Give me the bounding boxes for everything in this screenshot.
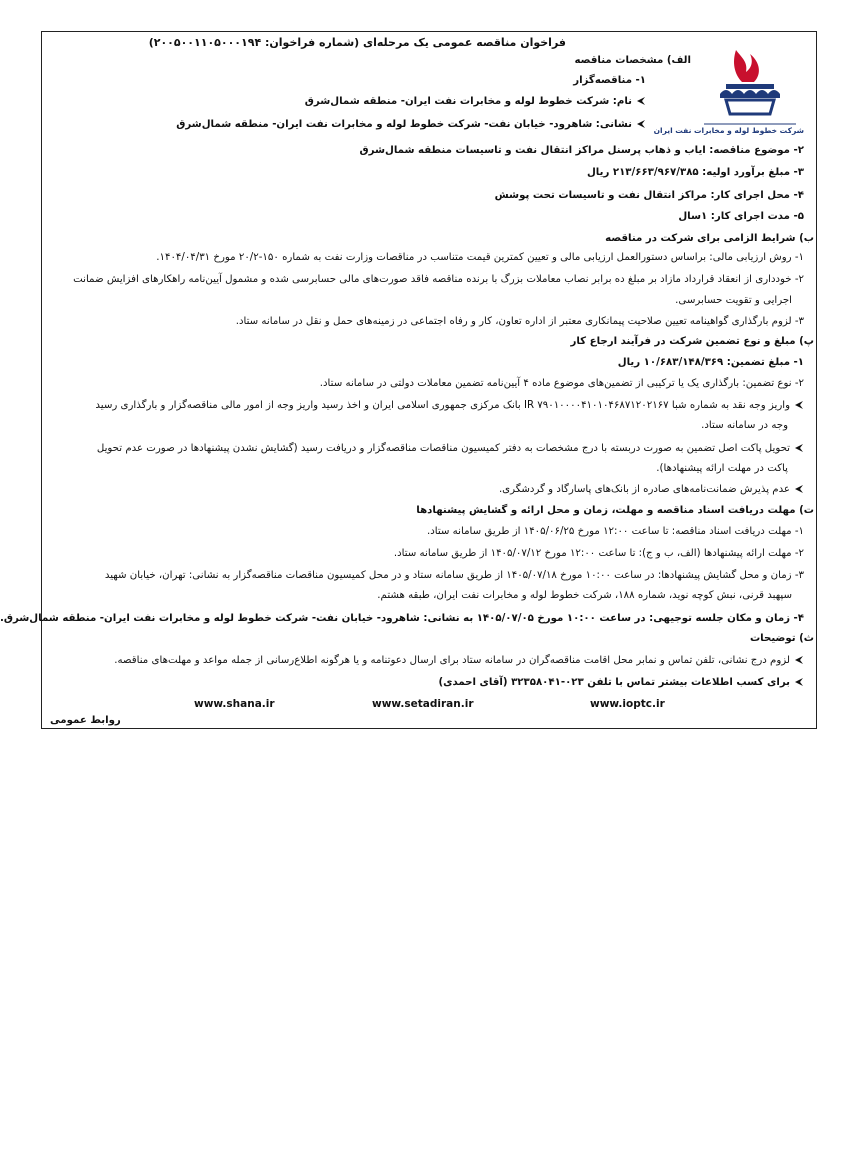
document-deadline: ۱- مهلت دریافت اسناد مناقصه: تا ساعت ۱۲:۰۰ مورخ ۱۴۰۵/۰۶/۲۵ از طریق سامانه ستاد. <box>426 526 804 537</box>
notice-frame <box>0 31 817 729</box>
link-shana[interactable]: www.shana.ir <box>194 698 275 710</box>
notice-title: فراخوان مناقصه عمومی یک مرحله‌ای (شماره فراخوان: ۲۰۰۵۰۰۱۱۰۵۰۰۰۱۹۴) <box>148 36 566 49</box>
guarantee-amount: ۱- مبلغ تضمین: ۱۰/۶۸۳/۱۴۸/۳۶۹ ریال <box>617 357 804 368</box>
logo-caption: شرکت خطوط لوله و مخابرات نفت ایران <box>653 126 804 135</box>
arrow-bullet-icon <box>794 484 804 494</box>
arrow-bullet-icon <box>636 96 646 106</box>
contract-restriction-cont: اجرایی و تقویت حسابرسی. <box>675 295 792 306</box>
footer-links <box>42 698 816 714</box>
link-ioptc[interactable]: www.ioptc.ir <box>590 698 665 710</box>
section-p-heading: پ) مبلغ و نوع تضمین شرکت در فرآیند ارجاع کار <box>570 336 814 347</box>
tender-subject: ۲- موضوع مناقصه: ایاب و ذهاب پرسنل مراکز انتقال نفت و تاسیسات منطقه شمال‌شرق <box>359 145 804 156</box>
guarantee-type: ۲- نوع تضمین: بارگذاری یک یا ترکیبی از تضمین‌های موضوع ماده ۴ آیین‌نامه تضمین معاملات دولتی در سامانه ستاد. <box>319 378 804 389</box>
bank-exclusion: عدم پذیرش ضمانت‌نامه‌های صادره از بانک‌های پاسارگاد و گردشگری. <box>54 483 804 497</box>
section-t-heading: ت) مهلت دریافت اسناد مناقصه و مهلت، زمان و محل ارائه و گشایش پیشنهادها <box>416 505 814 516</box>
sealed-envelope-cont: پاکت در مهلت ارائه پیشنهادها). <box>656 463 788 474</box>
cash-deposit: واریز وجه نقد به شماره شبا IR ۷۹۰۱۰۰۰۰۴۱۰۱۰۴۶۸۷۱۲۰۲۱۶۷ بانک مرکزی جمهوری اسلامی ایران و اخذ رسید واریز وجه از امور مالی مناقصه‌گزار و بارگذاری رسید <box>54 399 804 413</box>
section-a-heading: الف) مشخصات مناقصه <box>574 55 691 66</box>
submission-deadline: ۲- مهلت ارائه پیشنهادها (الف، ب و ج): تا ساعت ۱۲:۰۰ مورخ ۱۴۰۵/۰۷/۱۲ از طریق سامانه ستاد. <box>393 548 804 559</box>
cash-deposit-cont: وجه در سامانه ستاد. <box>701 420 788 431</box>
sealed-envelope: تحویل پاکت اصل تضمین به صورت دربسته با درج مشخصات به دفتر کمیسیون مناقصات مناقصه‌گزار و دریافت رسید (گشایش نشدن پیشنهادها در صورت عدم تحویل <box>54 442 804 456</box>
section-th-heading: ث) توضیحات <box>749 633 814 644</box>
financial-evaluation: ۱- روش ارزیابی مالی: براساس دستورالعمل ارزیابی مالی و تعیین کمترین قیمت متناسب در مناقصات وزارت نفت به شماره ۱۵۰-۲۰/۲ مورخ ۱۴۰۴/۰۴/۳۱. <box>156 252 804 263</box>
qualification-certificate: ۳- لزوم بارگذاری گواهینامه تعیین صلاحیت پیمانکاری معتبر از اداره تعاون، کار و رفاه اجتماعی در زمینه‌های حمل و نقل در سامانه ستاد. <box>235 316 804 327</box>
tenderer-address: نشانی: شاهرود- خیابان نفت- شرکت خطوط لوله و مخابرات نفت ایران- منطقه شمال‌شرق <box>54 118 646 132</box>
arrow-bullet-icon <box>794 443 804 453</box>
company-logo <box>653 44 804 142</box>
tenderer-name: نام: شرکت خطوط لوله و مخابرات نفت ایران- منطقه شمال‌شرق <box>54 95 646 109</box>
estimated-amount: ۳- مبلغ برآورد اولیه: ۲۱۳/۶۶۳/۹۶۷/۳۸۵ ریال <box>586 167 804 178</box>
arrow-bullet-icon <box>794 400 804 410</box>
section-b-heading: ب) شرایط الزامی برای شرکت در مناقصه <box>605 233 814 244</box>
arrow-bullet-icon <box>794 655 804 665</box>
arrow-bullet-icon <box>636 119 646 129</box>
contact-phone: برای کسب اطلاعات بیشتر تماس با تلفن ۰۲۳-۳۲۳۵۸۰۴۱ (آقای احمدی) <box>54 676 804 690</box>
tenderer-label: ۱- مناقصه‌گزار <box>573 75 646 86</box>
briefing-session: ۴- زمان و مکان جلسه توجیهی: در ساعت ۱۰:۰۰ مورخ ۱۴۰۵/۰۷/۰۵ به نشانی: شاهرود- خیابان نفت- شرکت خطوط لوله و مخابرات نفت ایران- منطقه شمال‌شرق. <box>0 613 804 624</box>
work-duration: ۵- مدت اجرای کار: ۱سال <box>678 211 804 222</box>
contact-requirement: لزوم درج نشانی، تلفن تماس و نمابر محل اقامت مناقصه‌گران در سامانه ستاد برای ارسال دعوتنامه و یا هرگونه اطلاع‌رسانی از جمله مواعد و مهلت‌های مناقصه. <box>54 654 804 668</box>
arrow-bullet-icon <box>794 677 804 687</box>
link-setadiran[interactable]: www.setadiran.ir <box>372 698 474 710</box>
work-location: ۴- محل اجرای کار: مراکز انتقال نفت و تاسیسات تحت پوشش <box>494 190 804 201</box>
public-relations-signature: روابط عمومی <box>50 715 121 726</box>
opening-time-place: ۳- زمان و محل گشایش پیشنهادها: در ساعت ۱۰:۰۰ مورخ ۱۴۰۵/۰۷/۱۸ از طریق سامانه ستاد و در محل کمیسیون مناقصات مناقصه‌گزار به نشانی: تهران، خیابان شهید <box>104 570 804 581</box>
contract-restriction: ۲- خودداری از انعقاد قرارداد مازاد بر مبلغ ده برابر نصاب معاملات بزرگ با برنده مناقصه فاقد صورت‌های مالی حسابرسی شده و مشمول آیین‌نامه راهکارهای افزایش ضمانت <box>73 274 804 285</box>
opening-time-place-cont: سپهبد قرنی، نبش کوچه نوید، شماره ۱۸۸، شرکت خطوط لوله و مخابرات نفت ایران، طبقه هشتم. <box>377 590 792 601</box>
